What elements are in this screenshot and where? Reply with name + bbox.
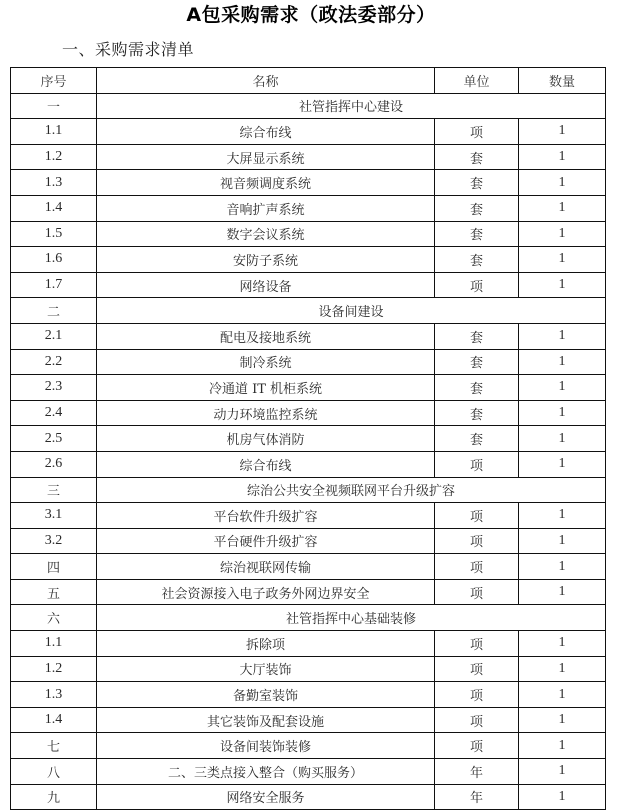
cell-unit: 项 <box>435 656 519 682</box>
cell-quantity: 1 <box>519 247 606 273</box>
cell-serial-no: 3.1 <box>11 503 97 529</box>
cell-name: 平台软件升级扩容 <box>97 503 435 529</box>
cell-quantity: 1 <box>519 349 606 375</box>
cell-name: 备勤室装饰 <box>97 682 435 708</box>
cell-unit: 套 <box>435 426 519 452</box>
cell-serial-no: 二 <box>11 298 97 324</box>
table-row <box>11 323 606 349</box>
cell-unit: 项 <box>435 272 519 298</box>
cell-name: 综治视联网传输 <box>97 554 435 580</box>
table-group-row <box>11 93 606 119</box>
table-row <box>11 400 606 426</box>
table-row <box>11 733 606 759</box>
table-group-row <box>11 477 606 503</box>
cell-name: 网络安全服务 <box>97 784 435 810</box>
document-title: A包采购需求（政法委部分） <box>186 4 436 26</box>
table-row <box>11 759 606 785</box>
cell-unit: 套 <box>435 375 519 401</box>
table-row <box>11 349 606 375</box>
cell-serial-no: 一 <box>11 93 97 119</box>
cell-quantity: 1 <box>519 707 606 733</box>
cell-unit: 套 <box>435 195 519 221</box>
cell-quantity: 1 <box>519 195 606 221</box>
cell-quantity: 1 <box>519 272 606 298</box>
table-row <box>11 272 606 298</box>
table-row <box>11 221 606 247</box>
cell-quantity: 1 <box>519 656 606 682</box>
table-row <box>11 195 606 221</box>
cell-unit: 项 <box>435 451 519 477</box>
table-row <box>11 707 606 733</box>
table-row <box>11 426 606 452</box>
cell-serial-no: 七 <box>11 733 97 759</box>
cell-unit: 年 <box>435 784 519 810</box>
cell-name: 设备间装饰装修 <box>97 733 435 759</box>
cell-quantity: 1 <box>519 784 606 810</box>
cell-name: 机房气体消防 <box>97 426 435 452</box>
cell-serial-no: 1.3 <box>11 170 97 196</box>
cell-unit: 套 <box>435 349 519 375</box>
cell-quantity: 1 <box>519 579 606 605</box>
cell-name: 视音频调度系统 <box>97 170 435 196</box>
cell-unit: 年 <box>435 759 519 785</box>
cell-serial-no: 六 <box>11 605 97 631</box>
cell-name: 配电及接地系统 <box>97 323 435 349</box>
table-row <box>11 784 606 810</box>
cell-serial-no: 1.3 <box>11 682 97 708</box>
cell-unit: 套 <box>435 400 519 426</box>
cell-serial-no: 1.2 <box>11 144 97 170</box>
cell-unit: 套 <box>435 170 519 196</box>
cell-name: 大厅装饰 <box>97 656 435 682</box>
header-quantity: 数量 <box>519 68 606 94</box>
table-row <box>11 656 606 682</box>
cell-quantity: 1 <box>519 451 606 477</box>
cell-serial-no: 1.4 <box>11 707 97 733</box>
cell-name: 网络设备 <box>97 272 435 298</box>
cell-group-name: 社管指挥中心基础装修 <box>97 605 606 631</box>
cell-quantity: 1 <box>519 400 606 426</box>
cell-quantity: 1 <box>519 144 606 170</box>
cell-unit: 套 <box>435 247 519 273</box>
cell-serial-no: 1.1 <box>11 631 97 657</box>
cell-name: 其它装饰及配套设施 <box>97 707 435 733</box>
cell-quantity: 1 <box>519 426 606 452</box>
table-body <box>11 93 606 810</box>
table-row <box>11 375 606 401</box>
cell-quantity: 1 <box>519 170 606 196</box>
cell-name: 数字会议系统 <box>97 221 435 247</box>
cell-name: 综合布线 <box>97 119 435 145</box>
procurement-requirements-table <box>10 67 606 810</box>
cell-serial-no: 1.1 <box>11 119 97 145</box>
header-serial-no: 序号 <box>11 68 97 94</box>
cell-unit: 套 <box>435 144 519 170</box>
table-row <box>11 144 606 170</box>
cell-unit: 套 <box>435 221 519 247</box>
cell-serial-no: 1.7 <box>11 272 97 298</box>
table-row <box>11 579 606 605</box>
cell-unit: 项 <box>435 682 519 708</box>
cell-unit: 项 <box>435 579 519 605</box>
cell-name: 音响扩声系统 <box>97 195 435 221</box>
cell-name: 制冷系统 <box>97 349 435 375</box>
cell-quantity: 1 <box>519 528 606 554</box>
cell-name: 拆除项 <box>97 631 435 657</box>
table-row <box>11 554 606 580</box>
cell-serial-no: 八 <box>11 759 97 785</box>
cell-serial-no: 三 <box>11 477 97 503</box>
cell-group-name: 综治公共安全视频联网平台升级扩容 <box>97 477 606 503</box>
table-group-row <box>11 298 606 324</box>
cell-serial-no: 2.3 <box>11 375 97 401</box>
cell-unit: 套 <box>435 323 519 349</box>
cell-unit: 项 <box>435 528 519 554</box>
section-heading: 一、采购需求清单 <box>62 40 195 59</box>
cell-serial-no: 1.2 <box>11 656 97 682</box>
header-unit: 单位 <box>435 68 519 94</box>
table-row <box>11 528 606 554</box>
cell-quantity: 1 <box>519 503 606 529</box>
cell-serial-no: 2.5 <box>11 426 97 452</box>
table-row <box>11 119 606 145</box>
table-row <box>11 631 606 657</box>
cell-unit: 项 <box>435 707 519 733</box>
cell-name: 二、三类点接入整合（购买服务） <box>97 759 435 785</box>
cell-quantity: 1 <box>519 631 606 657</box>
cell-serial-no: 3.2 <box>11 528 97 554</box>
cell-serial-no: 九 <box>11 784 97 810</box>
cell-serial-no: 2.2 <box>11 349 97 375</box>
cell-unit: 项 <box>435 631 519 657</box>
cell-serial-no: 1.6 <box>11 247 97 273</box>
cell-quantity: 1 <box>519 682 606 708</box>
header-name: 名称 <box>97 68 435 94</box>
table-row <box>11 170 606 196</box>
cell-quantity: 1 <box>519 119 606 145</box>
table-row <box>11 503 606 529</box>
cell-name: 冷通道 IT 机柜系统 <box>97 375 435 401</box>
cell-unit: 项 <box>435 503 519 529</box>
cell-serial-no: 2.4 <box>11 400 97 426</box>
cell-unit: 项 <box>435 119 519 145</box>
cell-serial-no: 五 <box>11 579 97 605</box>
cell-quantity: 1 <box>519 221 606 247</box>
table-row <box>11 247 606 273</box>
cell-serial-no: 1.5 <box>11 221 97 247</box>
cell-quantity: 1 <box>519 323 606 349</box>
cell-name: 大屏显示系统 <box>97 144 435 170</box>
cell-quantity: 1 <box>519 733 606 759</box>
cell-quantity: 1 <box>519 759 606 785</box>
cell-name: 安防子系统 <box>97 247 435 273</box>
cell-serial-no: 2.1 <box>11 323 97 349</box>
cell-serial-no: 2.6 <box>11 451 97 477</box>
cell-serial-no: 1.4 <box>11 195 97 221</box>
cell-name: 综合布线 <box>97 451 435 477</box>
cell-quantity: 1 <box>519 554 606 580</box>
cell-serial-no: 四 <box>11 554 97 580</box>
table-header-row <box>11 68 606 94</box>
table-group-row <box>11 605 606 631</box>
cell-unit: 项 <box>435 554 519 580</box>
table-row <box>11 451 606 477</box>
cell-group-name: 社管指挥中心建设 <box>97 93 606 119</box>
cell-name: 动力环境监控系统 <box>97 400 435 426</box>
cell-quantity: 1 <box>519 375 606 401</box>
table-row <box>11 682 606 708</box>
cell-unit: 项 <box>435 733 519 759</box>
cell-name: 社会资源接入电子政务外网边界安全 <box>97 579 435 605</box>
cell-name: 平台硬件升级扩容 <box>97 528 435 554</box>
cell-group-name: 设备间建设 <box>97 298 606 324</box>
